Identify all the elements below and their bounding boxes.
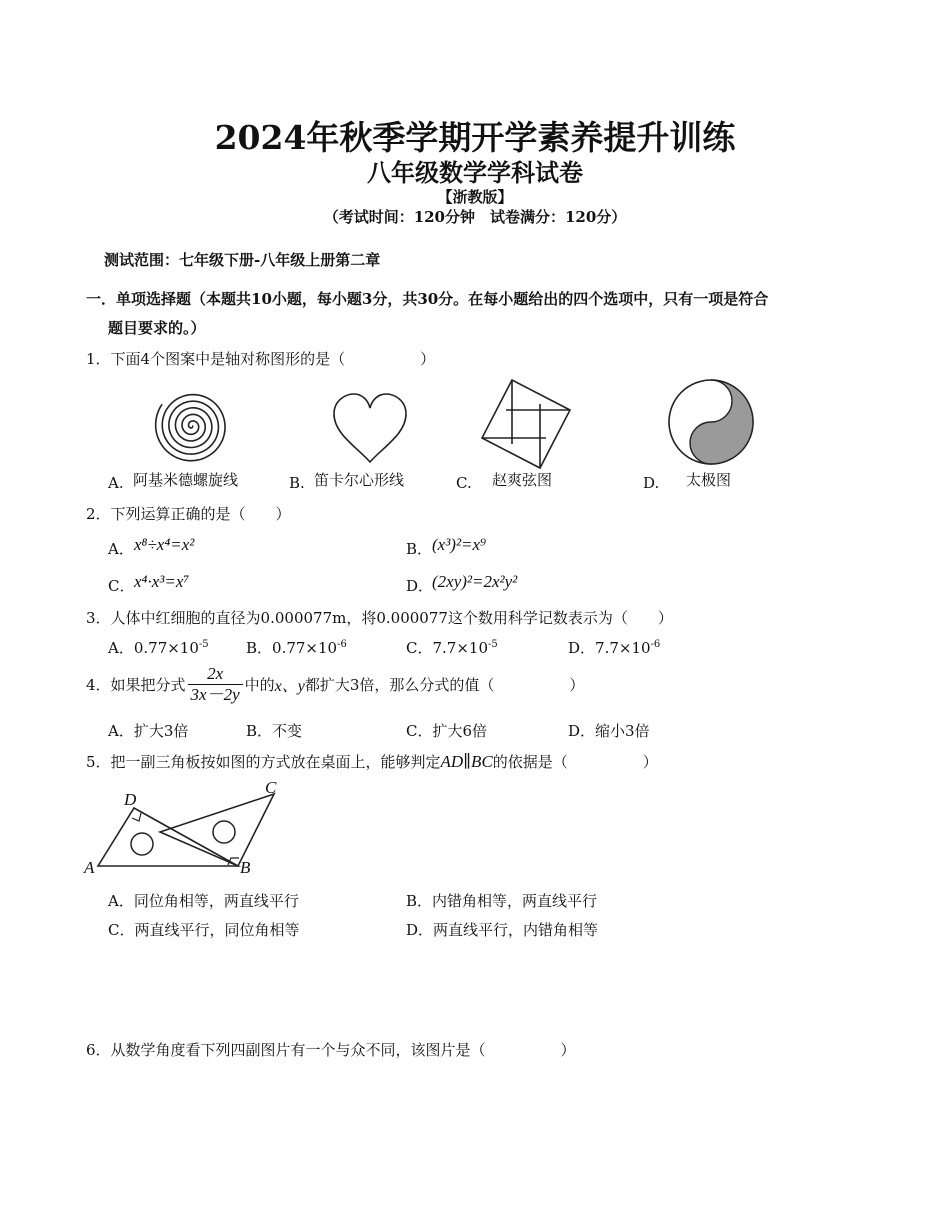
q2-option-b-expr: (x³)²=x⁹ xyxy=(432,535,486,554)
q1-option-c-caption: 赵爽弦图 xyxy=(492,471,553,489)
q3-option-c xyxy=(406,637,498,658)
q3-option-a-exponent: -5 xyxy=(198,639,209,650)
q3-option-a-letter: A． xyxy=(108,639,134,657)
q1-option-b-caption: 笛卡尔心形线 xyxy=(314,471,405,489)
q5-option-d: D．两直线平行，内错角相等 xyxy=(406,921,599,939)
question-2-stem: 2．下列运算正确的是（ ） xyxy=(86,505,291,523)
q3-option-b-mantissa: 0.77×10 xyxy=(272,639,338,657)
q3-option-a-mantissa: 0.77×10 xyxy=(133,639,199,657)
question-5-stem xyxy=(86,751,658,772)
question-1-stem: 1．下面4个图案中是轴对称图形的是（ ） xyxy=(86,350,436,368)
point-c-label: C xyxy=(265,778,277,797)
q4-option-b: B．不变 xyxy=(246,722,303,740)
q3-option-b xyxy=(246,637,347,658)
q2-option-d-expr: (2xy)²=2x²y² xyxy=(432,572,518,591)
q5-option-b: B．内错角相等，两直线平行 xyxy=(406,892,598,910)
q3-option-c-exponent: -5 xyxy=(488,639,498,650)
q4-fraction xyxy=(188,664,243,705)
q5-stem-before: 5．把一副三角板按如图的方式放在桌面上，能够判定 xyxy=(86,753,441,771)
q3-option-c-letter: C． xyxy=(406,639,433,657)
q5-stem-after: 的依据是（ ） xyxy=(492,753,658,771)
q1-option-d-caption: 太极图 xyxy=(686,471,732,489)
q4-denominator: 3x－2y xyxy=(190,685,240,704)
q3-option-b-letter: B． xyxy=(246,639,273,657)
q3-option-a xyxy=(108,637,209,658)
q1-option-a-letter: A. xyxy=(108,474,124,492)
q1-option-b-letter: B. xyxy=(289,474,305,492)
q4-variables: x、y xyxy=(274,678,305,695)
q3-option-d xyxy=(568,637,660,658)
q4-stem-after: 中的 xyxy=(244,676,275,694)
q4-numerator: 2x xyxy=(188,664,243,685)
q3-option-d-exponent: -6 xyxy=(650,639,661,650)
exam-subtitle: 八年级数学学科试卷 xyxy=(367,158,583,187)
taiji-image xyxy=(666,377,756,467)
question-3-stem: 3．人体中红细胞的直径为0.000077m，将0.000077这个数用科学记数表示为（ ） xyxy=(86,609,673,627)
cardioid-heart-image xyxy=(330,392,410,466)
q1-option-c-letter: C. xyxy=(456,474,472,492)
test-scope: 测试范围：七年级下册-八年级上册第二章 xyxy=(104,251,381,269)
archimedes-spiral-image xyxy=(152,386,232,466)
section-heading-line2: 题目要求的。） xyxy=(108,319,206,337)
point-d-label: D xyxy=(124,790,137,809)
q5-option-a: A．同位角相等，两直线平行 xyxy=(108,892,299,910)
section-heading-line1: 一．单项选择题（本题共10小题，每小题3分，共30分。在每小题给出的四个选项中，只有一项是符合 xyxy=(86,290,769,308)
q3-option-d-letter: D． xyxy=(568,639,596,657)
point-b-label: B xyxy=(240,858,251,877)
q2-option-a-letter: A． xyxy=(108,540,134,558)
question-4-stem xyxy=(86,664,584,705)
q5-relation: AD∥BC xyxy=(440,752,493,771)
q2-option-a-expr: x⁸÷x⁴=x² xyxy=(134,535,195,554)
exam-title: 2024年秋季学期开学素养提升训练 xyxy=(214,118,736,157)
q2-option-c-letter: C． xyxy=(108,577,135,595)
q2-option-d-letter: D． xyxy=(406,577,434,595)
q5-option-c: C．两直线平行，同位角相等 xyxy=(108,921,300,939)
q4-stem-end: 都扩大3倍，那么分式的值（ ） xyxy=(304,676,585,694)
q4-option-c: C．扩大6倍 xyxy=(406,722,488,740)
q4-option-d: D．缩小3倍 xyxy=(568,722,650,740)
q4-stem-before: 4．如果把分式 xyxy=(86,676,186,694)
q3-option-d-mantissa: 7.7×10 xyxy=(595,639,651,657)
edition-label: 【浙教版】 xyxy=(437,188,513,206)
point-a-label: A xyxy=(84,858,95,877)
q2-option-b-letter: B． xyxy=(406,540,433,558)
q1-option-d-letter: D. xyxy=(643,474,660,492)
triangle-rulers-figure xyxy=(82,778,282,878)
q4-option-a: A．扩大3倍 xyxy=(108,722,189,740)
question-6-stem: 6．从数学角度看下列四副图片有一个与众不同，该图片是（ ） xyxy=(86,1041,576,1059)
q3-option-b-exponent: -6 xyxy=(337,639,347,650)
q1-option-a-caption: 阿基米德螺旋线 xyxy=(133,471,239,489)
exam-info: （考试时间：120分钟 试卷满分：120分） xyxy=(323,208,627,226)
zhao-shuang-chord-diagram xyxy=(480,378,572,470)
q2-option-c-expr: x⁴·x³=x⁷ xyxy=(134,572,190,591)
q3-option-c-mantissa: 7.7×10 xyxy=(432,639,488,657)
